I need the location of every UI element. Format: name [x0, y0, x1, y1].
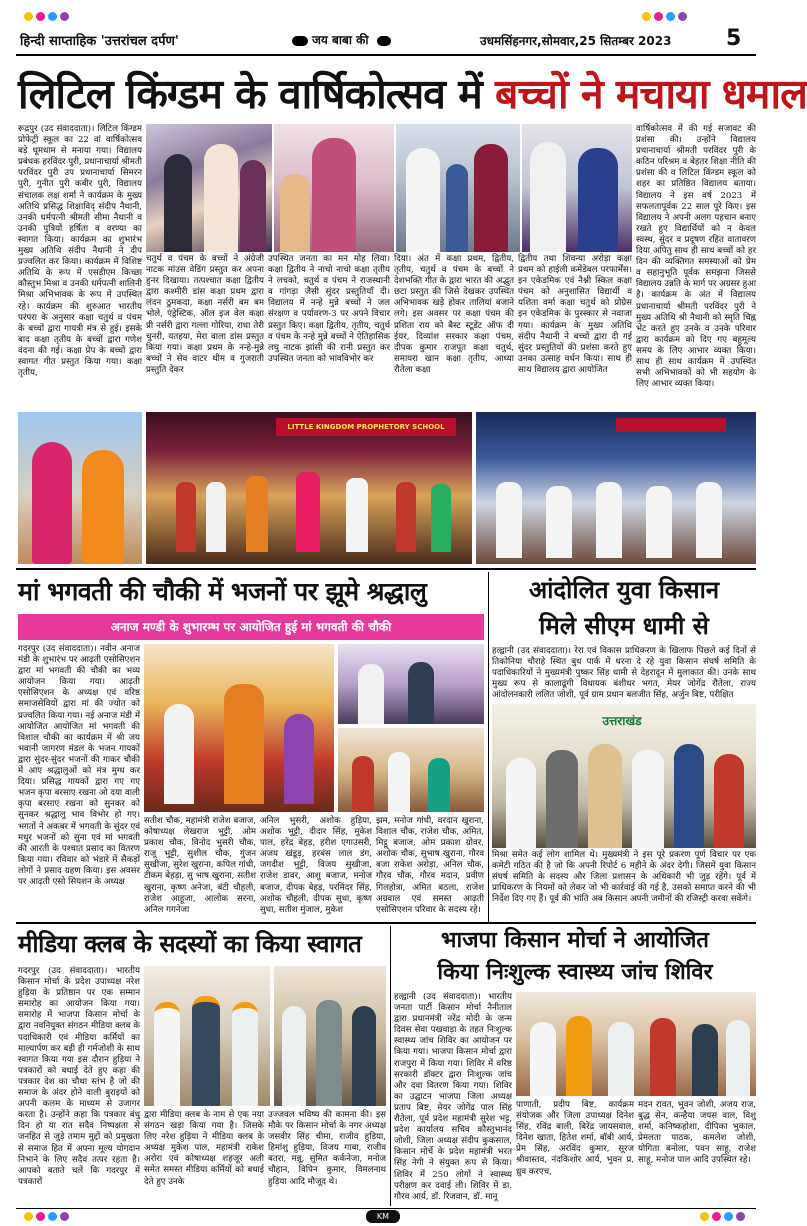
story1-col1-top: रूद्रपुर (उद संवाददाता)। लिटिल किंग्डम प्रोफेट्री स्कूल का 22 वां वार्षिकोत्सव बड़े धूमधाम से मनाया गया। विद्यालय प्रबंधक हरविंदर पुरी, प्रधानाचार्या श्रीमती परविंदर पुरी उप प्रधानाचार्या सिमरन पुरी, गुनीत पुरी कबीर पुरी, विद्यालय संचालक लक्ष शर्मा ने कार्यक्रम के मुख्य अतिथि प्रसिद्ध शिक्षाविद् संदीप नैथानी, उनकी धर्मपत्नी श्रीमती सीमा नैथानी व उनकी पुत्रियों हर्षिता व वरण्या का स्वागत किया। कार्यक्रम का शुभारंभ मुख्य अतिथि संदीप नैथानी ने दीप प्रज्वलित कर किया। कार्यक्रम में विशिष्ट अतिथि के रूप में एसडीएम किच्छा कौस्तुभ मिश्रा व उनकी धर्मपत्नी शालिनी मिश्रा अभिभावक के रूप में उपस्थित रहे। कार्यक्रम की शुरुआत भारतीय परंपरा के अनुसार कक्षा चतुर्थ व पंचम के बच्चों द्वारा गायत्री मंत्र से हुई। इसके बाद कक्षा तृतीय के बच्चों द्वारा गणेश वंदना की गई। कक्षा प्रेप के बच्चों द्वारा स्वागत गीत प्रस्तुत किया गया। कक्षा तृतीय, [18, 124, 142, 379]
story3-headline-line2: मिले सीएम धामी से [539, 612, 709, 640]
footer-dot [736, 1212, 745, 1221]
column-rule [390, 926, 391, 1206]
story5-col2: पाणाती, प्रदीप बिष्ट, कार्यक्रम संयोजक और जिला उपाध्यक्ष दिनेश सिंह, रविंद्र बाली, बिरेंद्र जायसवाल, दिनेश खाता, हितेश शर्मा, बॉबी आर्य, प्रेम सिंह, अरविंद कुमार, सूरज श्रीवास्तव, नंदकिशोर आर्य, भुवन प्र, ध्रुव करएच, [516, 1100, 634, 1177]
photo-figure [578, 148, 618, 252]
photo-figure [406, 148, 440, 252]
photo-figure [352, 756, 374, 812]
photo-figure [646, 486, 672, 558]
photo-figure [32, 442, 72, 564]
story5-headline-line2: किया निःशुल्क स्वास्थ्य जांच शिविर [437, 960, 713, 985]
photo-figure [312, 138, 356, 252]
story2-subhead: अनाज मण्डी के शुभारम्भ पर आयोजित हुई मां भगवती की चौकी [18, 614, 484, 640]
story1-photo-guests [146, 124, 272, 252]
stage-banner [616, 418, 726, 432]
photo-figure [650, 1018, 676, 1096]
story5-photo-camp [516, 992, 756, 1096]
story4-photo-welcome [144, 966, 270, 1106]
header-dot [48, 12, 57, 21]
story2-photo-crowd [338, 728, 484, 812]
photo-figure [566, 1016, 592, 1096]
header-dot [654, 12, 663, 21]
photo-figure [496, 482, 522, 558]
footer-dot [48, 1212, 57, 1221]
footer-dot [36, 1212, 45, 1221]
photo-figure [596, 482, 622, 558]
story1-photo-award [396, 124, 520, 252]
footer-dots-right [700, 1212, 745, 1221]
photo-figure [164, 154, 192, 252]
story1-col3-bottom: दिया। अंत में कक्षा प्रथम, द्वितीय, तृतीय, चतुर्थ व पंचम के बच्चों ने देशभक्ति गीत के द्वारा भारत की अद्भुत छटा प्रस्तुत की जिसे देखकर उपस्थित अभिभावक खड़े होकर तालियां बजाने लगे। इस अवसर पर कक्षा पंचम की प्रशिता राय को बैस्ट स्टूडेंट ऑफ दी ईयर, दिव्यांश सरकार कक्षा पंचम, दीपक कुमार राजपूत कक्षा चतुर्थ, समायरा खान कक्षा तृतीय, आध्या रौतेला कक्षा [394, 254, 514, 375]
stage-banner: LITTLE KINGDOM PROPHETORY SCHOOL [276, 418, 456, 436]
story2-photo-chowki [144, 644, 334, 812]
column-rule [488, 572, 489, 922]
photo-figure [714, 754, 744, 848]
photo-figure [696, 482, 722, 558]
photo-figure [446, 164, 468, 252]
photo-figure [206, 482, 226, 552]
photo-figure [428, 758, 450, 812]
story1-photo-dancers-left [18, 412, 142, 564]
photo-figure [82, 450, 124, 564]
photo-banner: उत्तराखंड [602, 714, 642, 728]
photo-figure [474, 144, 508, 252]
photo-figure [396, 482, 416, 552]
story3-photo-cm-meeting [492, 704, 756, 848]
story2-col4: झम, मनोज गांधी, वरदान खुराना, विशाल चौक, राजेश चौक, अमित, मिट्ठू बजाज, ओम प्रकाश ग्रोवर, अशोक चौक, सुभाष खुराना, गौरव बजा राकेश अरोड़ा, अनिल चौक, गौरव चौक, गौरव मदान, प्रवीण गिलहोत्रा, अमित बठला, राजेश अग्रवाल एवं समस्त आढ़ती एसोसिएशन परिवार के सदस्य रहे। [376, 816, 484, 915]
photo-figure [352, 1006, 376, 1106]
header-dot [666, 12, 675, 21]
section-rule [16, 568, 756, 570]
story1-photo-stage [146, 412, 472, 564]
footer-dot [60, 1212, 69, 1221]
photo-figure [154, 1002, 180, 1106]
photo-figure [546, 750, 578, 848]
page-number: 5 [726, 26, 742, 51]
photo-figure [408, 662, 434, 724]
story1-photo-lamp [274, 124, 394, 252]
photo-figure [431, 484, 451, 552]
photo-figure [358, 664, 384, 724]
photo-figure [726, 1020, 750, 1096]
story1-col4-bottom: द्वितीय तथा शिवन्या अरोड़ा कक्षा प्रथम को हाईली कमेंडेबल परफार्मेंस। इन एकेडमिक एवं नैश्नी स्किल कक्षा पंचम को अनुशासित विद्यार्थी व यशिता वर्मा कक्षा चतुर्थ को प्रोग्रेस इन एकेडमिक के पुरस्कार से नवाजा गया। कार्यक्रम के मुख्य अतिथि संदीप नैथानी ने बच्चों द्वारा दी गई सुंदर प्रस्तुतियों की प्रशंसा करते हुए उनका उत्साह वर्धन किया। साथ ही साथ विद्यालय द्वारा आयोजित [518, 254, 632, 375]
photo-figure [530, 142, 566, 252]
slogan-dots-icon [377, 36, 391, 46]
photo-figure [192, 996, 220, 1106]
header-dot [60, 12, 69, 21]
photo-figure [246, 476, 268, 552]
photo-figure [204, 144, 238, 252]
footer-center-badge: KM [366, 1210, 400, 1223]
slogan-text: जय बाबा की [312, 33, 369, 47]
footer-dots-left [24, 1212, 69, 1221]
header-dot [36, 12, 45, 21]
header-dot [642, 12, 651, 21]
photo-figure [164, 704, 194, 804]
photo-figure [280, 174, 310, 252]
story1-headline-red: बच्चों ने मचाया धमाल [495, 70, 807, 118]
photo-figure [546, 486, 572, 558]
photo-figure [240, 160, 266, 252]
story2-col2: सतीश चौक, महामंत्री राजेश बजाज, कोषाध्यक्ष लेखराज भुट्टी, ओम प्रकाश चौक, विनोद भुसरी चौक, राजू भुट्टी, सुशील चौक, गुंजन सुखीजा, सुरेश खुराना, कपिल गांधी, टीकम बेहड़ा, सु भाष खुराना, सतीश खुराना, कृष्ण अनेजा, बंटी चौहली, राजेश आहूजा, आलोक सरना, अनिल गगनेजा [144, 816, 256, 915]
photo-figure [316, 1000, 342, 1106]
story1-photo-dancers-right [476, 412, 756, 564]
header-dot [678, 12, 687, 21]
photo-figure [232, 1002, 258, 1106]
header-dots-left [24, 12, 69, 21]
story1-headline-black: लिटिल किंग्डम के वार्षिकोत्सव में [18, 70, 482, 118]
footer-dot [24, 1212, 33, 1221]
header-dots-right [642, 12, 687, 21]
photo-figure [588, 744, 622, 848]
story5-headline-line1: भाजपा किसान मोर्चा ने आयोजित [441, 928, 709, 953]
footer-dot [712, 1212, 721, 1221]
photo-figure [346, 478, 368, 552]
story2-col3: अनिल भुसरी, अशोक हुड़िया, अशोक भुट्टी, दीदार सिंह, मुकेश पाल, हरेंद्र बेहड़, हरीश एगाउसरी, अजय खंडूड़, हरबंस लाल डंग, जगदीश भुट्टी, विजय सुखीजा, राजेश डावर, आशु बजाज, मनोज बजाज, दीपक बेहड़, परमिंदर सिंह, अशोक चौहली, दीपक सुधा, कृष्ण सुधा, सतीश मुंजाल, मुकेश [260, 816, 372, 915]
story2-photo-singers [338, 644, 484, 724]
photo-figure [506, 758, 536, 848]
photo-figure [296, 472, 320, 552]
story3-headline-line1: आंदोलित युवा किसान [528, 576, 720, 604]
photo-figure [224, 684, 264, 804]
photo-figure [608, 1022, 634, 1096]
photo-figure [692, 1024, 718, 1096]
photo-figure [176, 482, 196, 552]
slogan-icon [292, 36, 308, 46]
story2-headline: मां भगवती की चौकी में भजनों पर झूमे श्रद्धालु [18, 577, 427, 606]
story4-col1: गदरपुर (उद संवाददाता)। भारतीय किसान मोर्चा के प्रदेश उपाध्यक्ष नरेश हुड़िया के प्रतिष्ठान पर एक सम्मान समारोह का आयोजन किया गया। समारोह में भाजपा किसान मोर्चा के द्वारा नवनियुक्त संगठन मीडिया क्लब के पदाधिकारी एवं मीडिया कर्मियों का माल्यार्पण कर बड़ी ही गर्मजोशी के साथ स्वागत किया गया इस दौरान हुड़िया ने पत्रकारों को बधाई देते हुए कहा की पत्रकार देश का चौथा स्तंभ है जो की समाज के अंदर होने वाली बुराइयों को अपनी कलम के माध्यम से उजागर करता है। उन्होंने कहा कि पत्रकार बंधु दिन हो या रात सदैव निष्पक्षता से जनहित से जुड़े तमाम मुद्दों को प्रमुखता से समाज हित में अपना मूल्य योगदान निभाने के लिए सदैव तत्पर रहता है। आपको बताते चलें कि गदरपुर में पत्रकारों [18, 966, 140, 1187]
photo-figure [388, 752, 410, 812]
story5-col1: हल्द्वानी (उद संवाददाता)। भारतीय जनता पार्टी किसान मोर्चा नैनीताल द्वारा प्रधानमंत्री नरेंद्र मोदी के जन्म दिवस सेवा पखवाड़ा के तहत निःशुल्क स्वास्थ्य जांच शिविर का आयोजन पर किया गया। भाजपा किसान मोर्चा द्वारा राजपुरा में किया गया। शिविर में वरिष्ठ सरकारी डॉक्टर द्वारा निःशुल्क जांच और दवा वितरण किया गया। शिविर का उद्घाटन भाजपा जिला अध्यक्ष प्रताप बिष्ट, मेयर जोगेंद्र पाल सिंह रौतेला, पूर्व प्रदेश महामंत्री सुरेश भट्ट, प्रदेश कार्यालय सचिव कौस्तुभानंद जोशी, जिला अध्यक्ष संदीप कुकसाल, किसान मोर्चे के प्रदेश महामंत्री भरत सिंह नेगी ने संयुक्त रूप से किया। शिविर में 250 लोगों ने स्वास्थ्य परीक्षण कर दवाई ली। शिविर में डा. गौरव आर्य, डॉ. रिजवान, डॉ. मानू [394, 992, 512, 1202]
photo-figure [530, 1022, 556, 1096]
photo-figure [284, 714, 314, 804]
story4-headline: मीडिया क्लब के सदस्यों का किया स्वागत [18, 930, 362, 958]
photo-figure [632, 750, 664, 848]
story1-headline [18, 64, 807, 124]
story2-col1: गदरपुर (उद संवाददाता)। नवीन अनाज मंडी के शुभारंभ पर आढ़ती एसोसिएशन द्वारा मां भगवती की चौकी का भव्य आयोजन किया गया। आढ़ती एसोसिएशन के अध्यक्ष एवं वरिष्ठ समाजसेवियों द्वारा मां की ज्योत को प्रज्वलित किया गया। नई अनाज मंडी में आयोजित आयोजित मां भगवती की विशाल चौकी का कार्यक्रम में श्री जय भवानी जागरण मंडल के भजन गायकों द्वारा सुंदर-सुंदर भजनों की गाकर चौकी में आए श्रद्धालुओं को मंत्र मुग्ध कर दिया। प्रसिद्ध गायकों द्वारा गए गए भजन कृपा बरसाए रखना ओ दया वाली कृपा बरसाए रखना को सुनकर को सुनकर श्रद्धालु भाव विभोर हो गए। भगतों ने अकबर में भगवती के सुंदर एवं मधुर भजनों को सुना एवं मां भगवती की आरती के पश्चात प्रसाद का वितरण किया गया। रविवार को भंडारे में सैकड़ों लोगों ने प्रसाद ग्रहण किया। इस अवसर पर आढ़ती एसो सियशन के अध्यक्ष [18, 644, 140, 887]
story4-photo-group [274, 966, 386, 1106]
story1-col5: वार्षिकोत्सव में की गई सजावट की प्रशंसा की। उन्होंने विद्यालय प्रधानाचार्या श्रीमती परविंदर पुरी के कठिन परिश्रम व बेहतर शिक्षा नीति की प्रशंसा की व लिटिल किंग्डम स्कूल को शहर का प्रतिष्ठित विद्यालय बताया। विद्यालय ने इस वर्ष 2023 में सफलतापूर्वक 22 साल पूरे किए। इस विद्यालय ने अपनी अलग पहचान बनाए रखते हुए विद्यार्थियों को न केवल स्वस्थ, सुंदर व प्रदूषण रहित वातावरण दिया अपितु साथ ही साथ बच्चों को हर दिन की व्यक्तिगत समस्याओं को प्रेम व सहानुभूति पूर्वक समझना जिससे विद्यालय उन्नति के मार्ग पर अग्रसर हुआ है। कार्यक्रम के अंत में विद्यालय प्रधानाचार्या श्रीमती परविंदर पुरी ने मुख्य अतिथि श्री नैथानी को स्मृति चिह्न भेंट करते हुए उनके व उनके परिवार द्वारा कार्यक्रम को दिए गए बहुमूल्य समय के लिए आभार व्यक्त किया। साथ ही साथ कार्यक्रम में उपस्थित सभी अभिभावकों को भी सहयोग के लिए आभार व्यक्त किया। [636, 124, 756, 390]
story4-col3: उज्जवल भविष्य की कामना की। इस मौके पर किसान मोर्चा के नगर अध्यक्ष जसवीर सिंह चीमा, राजीव हुड़िया, हिमांशु हुड़िया, विजय गाबा, राजीव बतरा, मन्नू, सुमित कर्कनेजा, मनोज चौहान, विपिन कुमार, विमलनाथ हुड़िया आदि मौजूद थे। [268, 1110, 386, 1187]
footer-dot [724, 1212, 733, 1221]
story5-col3: मदन रावत, भुवन जोशी, अजय राज, बुद्ध सेन, कन्हैया जयस वाल, विशु शर्मा, कनिष्कहोशा, दीपिका भुकाल, प्रेमलता पाठक, कमलेश जोशी, योगिता बनोला, पवन साहू, राजेश साहू, मनोज पाल आदि उपस्थित रहे। [638, 1100, 756, 1166]
footer-rule [16, 1208, 756, 1209]
story1-col1-bottom: चतुर्थ व पंचम के बच्चों ने अंग्रेजी नाटक मांउस वेडिंग प्रस्तुत कर अपना हुनर दिखाया। तत्पश्चात कक्षा द्वितीय द्वारा कश्मीरी डांस कक्षा प्रथम द्वारा लंदन ठुमकदा, कक्षा नर्सरी बम बम भोले, एंड्रेस्टिक, ऑल इज वेल कक्षा प्री नर्सरी द्वारा गल्ला गोरिया, राधा तेरी चुनरी, यतहया, मेरा वाला डांस प्रस्तुत किया गया। कक्षा प्रथम के नन्हे-मुन्ने बच्चों ने सेव वाटर थीम व गुजराती प्रस्तुति देकर [146, 254, 264, 375]
story3-para1: हल्द्वानी (उद संवाददाता)। रेरा एवं विकास प्राधिकरण के खिलाफ पिछले कई दिनों से तिकोनिया चौराहे स्थित बुध पार्क में धरना दे रहे युवा किसान संघर्ष समिति के पदाधिकारियों ने मुख्यमंत्री पुष्कर सिंह धामी से देहरादून में मुलाकात की। उनके साथ मुख्य रूप से कालाढूंगी विधायक बंशीधर भगत, मेयर जोगेंद्र रौतेला, राज्य आंदोलनकारी ललित जोशी, पूर्व ग्राम प्रधान बलजीत सिंह, अर्जुन बिष्ट, परीक्षित [492, 646, 756, 701]
header-rule [16, 54, 756, 56]
photo-figure [282, 1006, 306, 1106]
footer-dot [700, 1212, 709, 1221]
paper-name: हिन्दी साप्ताहिक 'उत्तरांचल दर्पण' [20, 34, 179, 49]
story4-col2: द्वारा मीडिया क्लब के नाम से एक नया संगठन खड़ा किया गया है। जिसके लिए नरेश हुड़िया ने मीडिया क्लब के अध्यक्ष मुकेश पाल, महामंत्री राकेश अरोरा एवं कोषाध्यक्ष शहजूर अली समेत समस्त मीडिया कर्मियों को बधाई देते हुए उनके [144, 1110, 264, 1187]
photo-figure [674, 744, 704, 848]
story3-para2: मिश्रा समेत कई लोग शामिल थे। मुख्यमंत्री ने इस पूरे प्रकरण पूर्ण विचार पर एक कमेटी गठित की है जो कि अपनी रिपोर्ट 6 महीने के अंदर देगी। जिसमें युवा किसान संघर्ष समिति के सदस्य और जिला प्रशासन के अधिकारी भी जुड़ रहेंगे। पूर्व में प्राधिकरण के नियमों को लेकर जो भी कार्रवाई की गई है, उसको समाप्त करने की भी निर्देश दिए गए हैं। पूर्व की भांति अब किसान अपनी जमीनों की रजिस्ट्री करवा सकेंगे। [492, 850, 756, 905]
dateline: उधमसिंहनगर,सोमवार,25 सितम्बर 2023 [480, 34, 672, 48]
slogan [292, 31, 391, 48]
story1-photo-chiefguest [522, 124, 632, 252]
header-dot [24, 12, 33, 21]
story1-col2-bottom: उपस्थित जनता का मन मोह लिया। कक्षा द्वितीय ने नाचो नाचो कक्षा तृतीय ने लचको, चतुर्थ व पंचम ने राजस्थानी व गांगड़ा जैसी सुंदर प्रस्तुतियाँ दी। विद्यालय में नन्हे मुन्ने बच्चों ने जल संरक्षण व पर्यावरण-3 पर अपने विचार प्रस्तुत किए। कक्षा द्वितीय, तृतीय, चतुर्थ व पंचम के नन्हे मुन्ने बच्चों ने ऐतिहासिक लघु नाटक झांसी की रानी प्रस्तुत कर उपस्थित जनता को भावविभोर कर [268, 254, 390, 364]
